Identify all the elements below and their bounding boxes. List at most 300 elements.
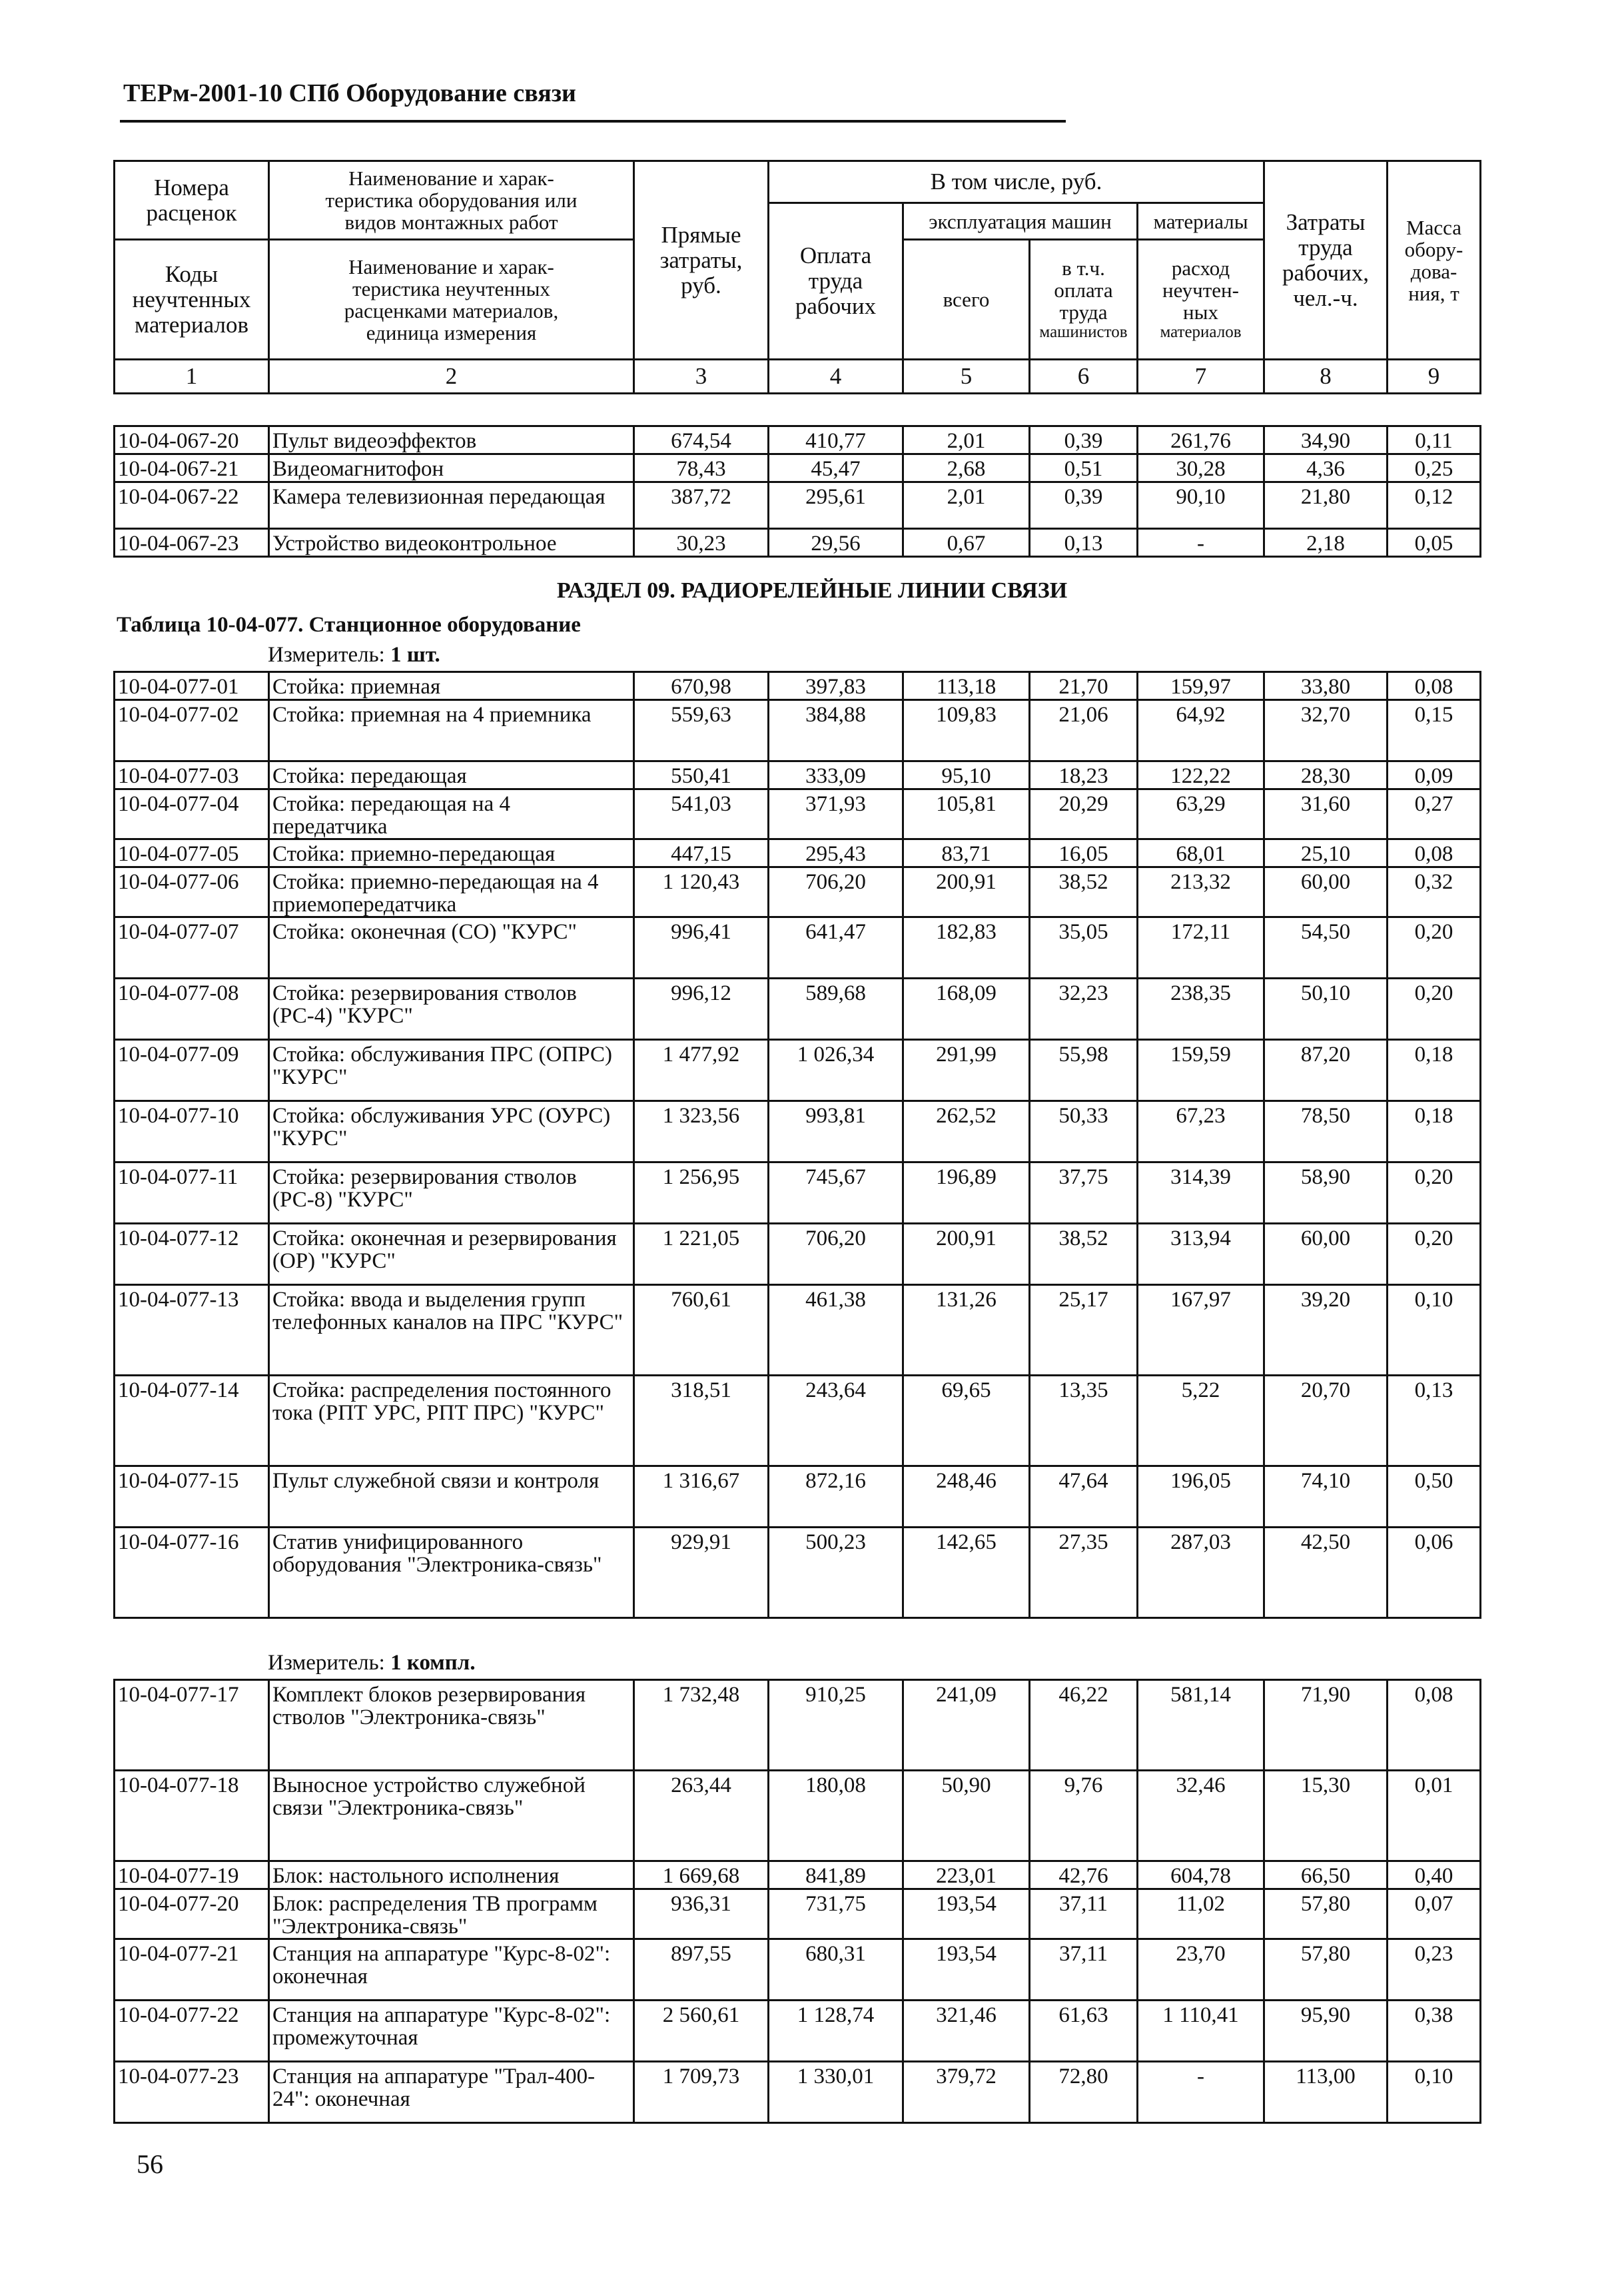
cell-materials-cost: 63,29 bbox=[1138, 789, 1264, 839]
cell-work-name: Станция на аппаратуре "Курс-8-02": оконечная bbox=[269, 1939, 634, 2001]
cell-labor-hours: 87,20 bbox=[1264, 1040, 1388, 1101]
cell-work-name: Стойка: ввода и выделения групп телефонных каналов на ПРС "КУРС" bbox=[269, 1285, 634, 1376]
cell-work-name: Выносное устройство служебной связи "Электроника-связь" bbox=[269, 1771, 634, 1861]
cell-machinist-wages: 42,76 bbox=[1030, 1861, 1138, 1889]
cell-machine-total: 105,81 bbox=[903, 789, 1030, 839]
cell-work-name: Стойка: передающая на 4 передатчика bbox=[269, 789, 634, 839]
cell-machine-total: 200,91 bbox=[903, 1224, 1030, 1285]
cell-rate-code: 10-04-077-15 bbox=[115, 1466, 269, 1528]
cell-wages: 295,61 bbox=[769, 482, 903, 529]
page-number: 56 bbox=[137, 2149, 163, 2179]
cell-labor-hours: 60,00 bbox=[1264, 1224, 1388, 1285]
cell-rate-code: 10-04-067-21 bbox=[115, 454, 269, 482]
table-title: Таблица 10-04-077. Станционное оборудование bbox=[117, 613, 581, 637]
cell-work-name: Блок: распределения ТВ программ "Электроника-связь" bbox=[269, 1889, 634, 1939]
cell-machinist-wages: 0,39 bbox=[1030, 482, 1138, 529]
cell-machinist-wages: 72,80 bbox=[1030, 2062, 1138, 2123]
table-row bbox=[115, 979, 1481, 1040]
cell-direct-costs: 1 709,73 bbox=[634, 2062, 769, 2123]
cell-labor-hours: 32,70 bbox=[1264, 700, 1388, 761]
column-header-table bbox=[113, 160, 1481, 394]
cell-rate-code: 10-04-077-02 bbox=[115, 700, 269, 761]
cell-direct-costs: 263,44 bbox=[634, 1771, 769, 1861]
cell-materials-cost: 313,94 bbox=[1138, 1224, 1264, 1285]
cell-rate-code: 10-04-077-09 bbox=[115, 1040, 269, 1101]
cell-labor-hours: 28,30 bbox=[1264, 761, 1388, 789]
header-direct-costs: Прямые затраты, руб. bbox=[634, 161, 769, 360]
header-number-4: 4 bbox=[769, 360, 903, 394]
cell-direct-costs: 674,54 bbox=[634, 426, 769, 454]
cell-materials-cost: 5,22 bbox=[1138, 1376, 1264, 1466]
header-number-3: 3 bbox=[634, 360, 769, 394]
table-row bbox=[115, 1861, 1481, 1889]
table-row bbox=[115, 1285, 1481, 1376]
cell-direct-costs: 996,12 bbox=[634, 979, 769, 1040]
measure-unit-sets: Измеритель: 1 компл. bbox=[268, 1651, 476, 1675]
header-number-5: 5 bbox=[903, 360, 1030, 394]
cell-labor-hours: 2,18 bbox=[1264, 529, 1388, 557]
cell-equipment-mass: 0,11 bbox=[1388, 426, 1481, 454]
cell-materials-cost: 68,01 bbox=[1138, 839, 1264, 867]
cell-work-name: Станция на аппаратуре "Трал-400-24": оконечная bbox=[269, 2062, 634, 2123]
cell-labor-hours: 58,90 bbox=[1264, 1162, 1388, 1224]
cell-materials-cost: 196,05 bbox=[1138, 1466, 1264, 1528]
measure-unit-pieces: Измеритель: 1 шт. bbox=[268, 643, 440, 667]
cell-rate-code: 10-04-077-08 bbox=[115, 979, 269, 1040]
header-number-1: 1 bbox=[115, 360, 269, 394]
cell-machinist-wages: 50,33 bbox=[1030, 1101, 1138, 1162]
cell-direct-costs: 1 256,95 bbox=[634, 1162, 769, 1224]
rates-table-067 bbox=[113, 425, 1481, 558]
cell-labor-hours: 34,90 bbox=[1264, 426, 1388, 454]
cell-machinist-wages: 35,05 bbox=[1030, 917, 1138, 979]
cell-rate-code: 10-04-077-22 bbox=[115, 2001, 269, 2062]
cell-work-name: Стойка: передающая bbox=[269, 761, 634, 789]
table-row bbox=[115, 672, 1481, 700]
cell-rate-code: 10-04-077-13 bbox=[115, 1285, 269, 1376]
cell-equipment-mass: 0,13 bbox=[1388, 1376, 1481, 1466]
header-group-rub: В том числе, руб. bbox=[769, 161, 1264, 203]
cell-labor-hours: 21,80 bbox=[1264, 482, 1388, 529]
table-row bbox=[115, 482, 1481, 529]
header-materials: материалы bbox=[1138, 203, 1264, 240]
cell-machine-total: 69,65 bbox=[903, 1376, 1030, 1466]
cell-machine-total: 200,91 bbox=[903, 867, 1030, 917]
cell-machine-total: 223,01 bbox=[903, 1861, 1030, 1889]
cell-machine-total: 113,18 bbox=[903, 672, 1030, 700]
table-row bbox=[115, 867, 1481, 917]
cell-rate-code: 10-04-077-19 bbox=[115, 1861, 269, 1889]
cell-machinist-wages: 18,23 bbox=[1030, 761, 1138, 789]
cell-machinist-wages: 16,05 bbox=[1030, 839, 1138, 867]
cell-labor-hours: 95,90 bbox=[1264, 2001, 1388, 2062]
cell-labor-hours: 57,80 bbox=[1264, 1939, 1388, 2001]
header-number-2: 2 bbox=[269, 360, 634, 394]
cell-work-name: Стойка: оконечная и резервирования (ОР) "КУРС" bbox=[269, 1224, 634, 1285]
cell-work-name: Стойка: резервирования стволов (РС-8) "КУРС" bbox=[269, 1162, 634, 1224]
cell-machine-total: 379,72 bbox=[903, 2062, 1030, 2123]
cell-wages: 410,77 bbox=[769, 426, 903, 454]
cell-machine-total: 0,67 bbox=[903, 529, 1030, 557]
cell-materials-cost: 67,23 bbox=[1138, 1101, 1264, 1162]
cell-direct-costs: 929,91 bbox=[634, 1528, 769, 1618]
table-row bbox=[115, 454, 1481, 482]
cell-machine-total: 95,10 bbox=[903, 761, 1030, 789]
cell-rate-code: 10-04-077-18 bbox=[115, 1771, 269, 1861]
cell-machine-total: 241,09 bbox=[903, 1680, 1030, 1771]
cell-wages: 731,75 bbox=[769, 1889, 903, 1939]
table-row bbox=[115, 789, 1481, 839]
cell-materials-cost: 32,46 bbox=[1138, 1771, 1264, 1861]
cell-equipment-mass: 0,08 bbox=[1388, 1680, 1481, 1771]
cell-work-name: Статив унифицированного оборудования "Электроника-связь" bbox=[269, 1528, 634, 1618]
cell-equipment-mass: 0,20 bbox=[1388, 917, 1481, 979]
cell-direct-costs: 559,63 bbox=[634, 700, 769, 761]
header-machine-total: всего bbox=[903, 240, 1030, 360]
cell-materials-cost: 90,10 bbox=[1138, 482, 1264, 529]
header-labor-costs: Затраты труда рабочих, чел.-ч. bbox=[1264, 161, 1388, 360]
cell-work-name: Видеомагнитофон bbox=[269, 454, 634, 482]
cell-machinist-wages: 61,63 bbox=[1030, 2001, 1138, 2062]
cell-wages: 910,25 bbox=[769, 1680, 903, 1771]
cell-wages: 371,93 bbox=[769, 789, 903, 839]
cell-machine-total: 131,26 bbox=[903, 1285, 1030, 1376]
cell-machinist-wages: 13,35 bbox=[1030, 1376, 1138, 1466]
cell-equipment-mass: 0,25 bbox=[1388, 454, 1481, 482]
cell-materials-cost: 167,97 bbox=[1138, 1285, 1264, 1376]
cell-machinist-wages: 9,76 bbox=[1030, 1771, 1138, 1861]
cell-equipment-mass: 0,08 bbox=[1388, 672, 1481, 700]
cell-wages: 397,83 bbox=[769, 672, 903, 700]
cell-materials-cost: 23,70 bbox=[1138, 1939, 1264, 2001]
header-rule bbox=[120, 120, 1066, 123]
cell-materials-cost: 64,92 bbox=[1138, 700, 1264, 761]
cell-work-name: Стойка: резервирования стволов (РС-4) "КУРС" bbox=[269, 979, 634, 1040]
cell-machinist-wages: 32,23 bbox=[1030, 979, 1138, 1040]
cell-work-name: Станция на аппаратуре "Курс-8-02": промежуточная bbox=[269, 2001, 634, 2062]
cell-machine-total: 50,90 bbox=[903, 1771, 1030, 1861]
header-rate-numbers: Номера расценок bbox=[115, 161, 269, 240]
cell-equipment-mass: 0,08 bbox=[1388, 839, 1481, 867]
cell-direct-costs: 996,41 bbox=[634, 917, 769, 979]
cell-wages: 180,08 bbox=[769, 1771, 903, 1861]
table-row bbox=[115, 700, 1481, 761]
cell-rate-code: 10-04-077-17 bbox=[115, 1680, 269, 1771]
cell-machine-total: 2,01 bbox=[903, 482, 1030, 529]
cell-rate-code: 10-04-077-04 bbox=[115, 789, 269, 839]
table-row bbox=[115, 839, 1481, 867]
table-row bbox=[115, 1528, 1481, 1618]
cell-labor-hours: 78,50 bbox=[1264, 1101, 1388, 1162]
table-row bbox=[115, 529, 1481, 557]
header-rate-codes: Коды неучтенных материалов bbox=[115, 240, 269, 360]
cell-rate-code: 10-04-077-14 bbox=[115, 1376, 269, 1466]
cell-work-name: Стойка: приемно-передающая bbox=[269, 839, 634, 867]
cell-machine-total: 83,71 bbox=[903, 839, 1030, 867]
cell-wages: 500,23 bbox=[769, 1528, 903, 1618]
cell-machine-total: 193,54 bbox=[903, 1889, 1030, 1939]
table-row bbox=[115, 1224, 1481, 1285]
cell-work-name: Стойка: приемная bbox=[269, 672, 634, 700]
cell-wages: 384,88 bbox=[769, 700, 903, 761]
cell-labor-hours: 33,80 bbox=[1264, 672, 1388, 700]
cell-materials-cost: 604,78 bbox=[1138, 1861, 1264, 1889]
cell-materials-cost: - bbox=[1138, 529, 1264, 557]
cell-direct-costs: 318,51 bbox=[634, 1376, 769, 1466]
cell-equipment-mass: 0,10 bbox=[1388, 2062, 1481, 2123]
cell-equipment-mass: 0,12 bbox=[1388, 482, 1481, 529]
cell-machine-total: 193,54 bbox=[903, 1939, 1030, 2001]
cell-materials-cost: 11,02 bbox=[1138, 1889, 1264, 1939]
cell-labor-hours: 54,50 bbox=[1264, 917, 1388, 979]
cell-direct-costs: 1 732,48 bbox=[634, 1680, 769, 1771]
cell-equipment-mass: 0,20 bbox=[1388, 1224, 1481, 1285]
cell-equipment-mass: 0,01 bbox=[1388, 1771, 1481, 1861]
cell-labor-hours: 20,70 bbox=[1264, 1376, 1388, 1466]
cell-equipment-mass: 0,09 bbox=[1388, 761, 1481, 789]
cell-wages: 29,56 bbox=[769, 529, 903, 557]
cell-machinist-wages: 37,11 bbox=[1030, 1939, 1138, 2001]
cell-machine-total: 2,68 bbox=[903, 454, 1030, 482]
cell-materials-cost: 1 110,41 bbox=[1138, 2001, 1264, 2062]
cell-wages: 706,20 bbox=[769, 867, 903, 917]
cell-direct-costs: 897,55 bbox=[634, 1939, 769, 2001]
cell-equipment-mass: 0,18 bbox=[1388, 1101, 1481, 1162]
cell-rate-code: 10-04-067-23 bbox=[115, 529, 269, 557]
table-row bbox=[115, 1162, 1481, 1224]
cell-wages: 1 330,01 bbox=[769, 2062, 903, 2123]
cell-work-name: Пульт видеоэффектов bbox=[269, 426, 634, 454]
cell-work-name: Комплект блоков резервирования стволов "Электроника-связь" bbox=[269, 1680, 634, 1771]
cell-equipment-mass: 0,18 bbox=[1388, 1040, 1481, 1101]
rates-table-077-sets bbox=[113, 1679, 1481, 2124]
cell-equipment-mass: 0,27 bbox=[1388, 789, 1481, 839]
cell-machine-total: 168,09 bbox=[903, 979, 1030, 1040]
cell-rate-code: 10-04-077-01 bbox=[115, 672, 269, 700]
cell-equipment-mass: 0,20 bbox=[1388, 979, 1481, 1040]
header-wages: Оплата труда рабочих bbox=[769, 203, 903, 360]
cell-labor-hours: 15,30 bbox=[1264, 1771, 1388, 1861]
cell-equipment-mass: 0,38 bbox=[1388, 2001, 1481, 2062]
table-row bbox=[115, 1466, 1481, 1528]
cell-direct-costs: 387,72 bbox=[634, 482, 769, 529]
cell-work-name: Стойка: приемно-передающая на 4 приемопередатчика bbox=[269, 867, 634, 917]
cell-machinist-wages: 0,39 bbox=[1030, 426, 1138, 454]
cell-machinist-wages: 25,17 bbox=[1030, 1285, 1138, 1376]
cell-rate-code: 10-04-077-16 bbox=[115, 1528, 269, 1618]
cell-work-name: Стойка: обслуживания УРС (ОУРС) "КУРС" bbox=[269, 1101, 634, 1162]
cell-wages: 1 128,74 bbox=[769, 2001, 903, 2062]
cell-labor-hours: 25,10 bbox=[1264, 839, 1388, 867]
cell-rate-code: 10-04-077-07 bbox=[115, 917, 269, 979]
cell-machine-total: 142,65 bbox=[903, 1528, 1030, 1618]
section-title: РАЗДЕЛ 09. РАДИОРЕЛЕЙНЫЕ ЛИНИИ СВЯЗИ bbox=[556, 578, 1068, 603]
cell-labor-hours: 57,80 bbox=[1264, 1889, 1388, 1939]
cell-materials-cost: 159,59 bbox=[1138, 1040, 1264, 1101]
cell-direct-costs: 1 221,05 bbox=[634, 1224, 769, 1285]
cell-equipment-mass: 0,20 bbox=[1388, 1162, 1481, 1224]
cell-machinist-wages: 21,70 bbox=[1030, 672, 1138, 700]
table-row bbox=[115, 1889, 1481, 1939]
page-header: ТЕРм-2001-10 СПб Оборудование связи bbox=[123, 79, 576, 107]
cell-labor-hours: 39,20 bbox=[1264, 1285, 1388, 1376]
cell-machinist-wages: 27,35 bbox=[1030, 1528, 1138, 1618]
table-row bbox=[115, 1040, 1481, 1101]
cell-rate-code: 10-04-077-05 bbox=[115, 839, 269, 867]
table-row bbox=[115, 426, 1481, 454]
cell-work-name: Стойка: распределения постоянного тока (РПТ УРС, РПТ ПРС) "КУРС" bbox=[269, 1376, 634, 1466]
cell-rate-code: 10-04-077-20 bbox=[115, 1889, 269, 1939]
cell-machinist-wages: 0,13 bbox=[1030, 529, 1138, 557]
cell-direct-costs: 1 669,68 bbox=[634, 1861, 769, 1889]
table-row bbox=[115, 1939, 1481, 2001]
cell-materials-cost: 314,39 bbox=[1138, 1162, 1264, 1224]
header-materials-name: Наименование и харак- теристика неучтенных расценками материалов, единица измерения bbox=[269, 240, 634, 360]
cell-wages: 243,64 bbox=[769, 1376, 903, 1466]
table-row bbox=[115, 761, 1481, 789]
cell-wages: 295,43 bbox=[769, 839, 903, 867]
cell-machine-total: 2,01 bbox=[903, 426, 1030, 454]
cell-labor-hours: 66,50 bbox=[1264, 1861, 1388, 1889]
cell-work-name: Пульт служебной связи и контроля bbox=[269, 1466, 634, 1528]
cell-machinist-wages: 20,29 bbox=[1030, 789, 1138, 839]
cell-rate-code: 10-04-077-11 bbox=[115, 1162, 269, 1224]
cell-machinist-wages: 55,98 bbox=[1030, 1040, 1138, 1101]
cell-rate-code: 10-04-067-20 bbox=[115, 426, 269, 454]
cell-rate-code: 10-04-077-06 bbox=[115, 867, 269, 917]
cell-machinist-wages: 47,64 bbox=[1030, 1466, 1138, 1528]
header-number-7: 7 bbox=[1138, 360, 1264, 394]
cell-machinist-wages: 37,11 bbox=[1030, 1889, 1138, 1939]
table-row bbox=[115, 1771, 1481, 1861]
cell-equipment-mass: 0,40 bbox=[1388, 1861, 1481, 1889]
cell-machine-total: 291,99 bbox=[903, 1040, 1030, 1101]
cell-materials-cost: 213,32 bbox=[1138, 867, 1264, 917]
cell-machine-total: 248,46 bbox=[903, 1466, 1030, 1528]
table-row bbox=[115, 917, 1481, 979]
cell-machinist-wages: 38,52 bbox=[1030, 1224, 1138, 1285]
rates-table-077-pieces bbox=[113, 671, 1481, 1619]
header-mass: Масса обору- дова- ния, т bbox=[1388, 161, 1481, 360]
cell-materials-cost: - bbox=[1138, 2062, 1264, 2123]
cell-work-name: Стойка: обслуживания ПРС (ОПРС) "КУРС" bbox=[269, 1040, 634, 1101]
cell-wages: 589,68 bbox=[769, 979, 903, 1040]
cell-machinist-wages: 37,75 bbox=[1030, 1162, 1138, 1224]
cell-wages: 993,81 bbox=[769, 1101, 903, 1162]
cell-machine-total: 182,83 bbox=[903, 917, 1030, 979]
cell-rate-code: 10-04-077-23 bbox=[115, 2062, 269, 2123]
cell-wages: 841,89 bbox=[769, 1861, 903, 1889]
cell-rate-code: 10-04-077-10 bbox=[115, 1101, 269, 1162]
cell-machine-total: 262,52 bbox=[903, 1101, 1030, 1162]
cell-equipment-mass: 0,06 bbox=[1388, 1528, 1481, 1618]
cell-equipment-mass: 0,10 bbox=[1388, 1285, 1481, 1376]
cell-wages: 1 026,34 bbox=[769, 1040, 903, 1101]
cell-materials-cost: 238,35 bbox=[1138, 979, 1264, 1040]
cell-materials-cost: 172,11 bbox=[1138, 917, 1264, 979]
cell-direct-costs: 1 120,43 bbox=[634, 867, 769, 917]
cell-rate-code: 10-04-077-12 bbox=[115, 1224, 269, 1285]
table-row bbox=[115, 1680, 1481, 1771]
cell-materials-cost: 30,28 bbox=[1138, 454, 1264, 482]
header-work-name: Наименование и харак- теристика оборудования или видов монтажных работ bbox=[269, 161, 634, 240]
cell-work-name: Блок: настольного исполнения bbox=[269, 1861, 634, 1889]
table-row bbox=[115, 1101, 1481, 1162]
cell-direct-costs: 447,15 bbox=[634, 839, 769, 867]
cell-labor-hours: 50,10 bbox=[1264, 979, 1388, 1040]
cell-wages: 680,31 bbox=[769, 1939, 903, 2001]
cell-rate-code: 10-04-067-22 bbox=[115, 482, 269, 529]
cell-work-name: Устройство видеоконтрольное bbox=[269, 529, 634, 557]
cell-direct-costs: 760,61 bbox=[634, 1285, 769, 1376]
header-machine-operation: эксплуатация машин bbox=[903, 203, 1138, 240]
header-number-9: 9 bbox=[1388, 360, 1481, 394]
cell-labor-hours: 113,00 bbox=[1264, 2062, 1388, 2123]
cell-materials-cost: 261,76 bbox=[1138, 426, 1264, 454]
cell-wages: 745,67 bbox=[769, 1162, 903, 1224]
cell-equipment-mass: 0,32 bbox=[1388, 867, 1481, 917]
cell-materials-cost: 287,03 bbox=[1138, 1528, 1264, 1618]
cell-machine-total: 321,46 bbox=[903, 2001, 1030, 2062]
cell-work-name: Стойка: оконечная (СО) "КУРС" bbox=[269, 917, 634, 979]
cell-wages: 45,47 bbox=[769, 454, 903, 482]
cell-equipment-mass: 0,05 bbox=[1388, 529, 1481, 557]
cell-direct-costs: 2 560,61 bbox=[634, 2001, 769, 2062]
cell-wages: 706,20 bbox=[769, 1224, 903, 1285]
cell-wages: 461,38 bbox=[769, 1285, 903, 1376]
header-number-8: 8 bbox=[1264, 360, 1388, 394]
cell-direct-costs: 936,31 bbox=[634, 1889, 769, 1939]
cell-direct-costs: 1 316,67 bbox=[634, 1466, 769, 1528]
cell-labor-hours: 71,90 bbox=[1264, 1680, 1388, 1771]
cell-equipment-mass: 0,23 bbox=[1388, 1939, 1481, 2001]
cell-labor-hours: 31,60 bbox=[1264, 789, 1388, 839]
cell-wages: 641,47 bbox=[769, 917, 903, 979]
cell-machine-total: 109,83 bbox=[903, 700, 1030, 761]
cell-equipment-mass: 0,50 bbox=[1388, 1466, 1481, 1528]
cell-direct-costs: 550,41 bbox=[634, 761, 769, 789]
cell-materials-cost: 159,97 bbox=[1138, 672, 1264, 700]
cell-rate-code: 10-04-077-21 bbox=[115, 1939, 269, 2001]
cell-direct-costs: 30,23 bbox=[634, 529, 769, 557]
cell-labor-hours: 42,50 bbox=[1264, 1528, 1388, 1618]
cell-labor-hours: 4,36 bbox=[1264, 454, 1388, 482]
cell-materials-cost: 122,22 bbox=[1138, 761, 1264, 789]
cell-machinist-wages: 21,06 bbox=[1030, 700, 1138, 761]
table-row bbox=[115, 2001, 1481, 2062]
cell-direct-costs: 1 477,92 bbox=[634, 1040, 769, 1101]
header-unaccounted-materials: расход неучтен- ных материалов bbox=[1138, 240, 1264, 360]
cell-direct-costs: 670,98 bbox=[634, 672, 769, 700]
cell-machinist-wages: 0,51 bbox=[1030, 454, 1138, 482]
cell-labor-hours: 74,10 bbox=[1264, 1466, 1388, 1528]
cell-direct-costs: 541,03 bbox=[634, 789, 769, 839]
cell-wages: 872,16 bbox=[769, 1466, 903, 1528]
cell-direct-costs: 78,43 bbox=[634, 454, 769, 482]
cell-direct-costs: 1 323,56 bbox=[634, 1101, 769, 1162]
cell-wages: 333,09 bbox=[769, 761, 903, 789]
cell-materials-cost: 581,14 bbox=[1138, 1680, 1264, 1771]
cell-rate-code: 10-04-077-03 bbox=[115, 761, 269, 789]
cell-equipment-mass: 0,15 bbox=[1388, 700, 1481, 761]
cell-machinist-wages: 38,52 bbox=[1030, 867, 1138, 917]
table-row bbox=[115, 2062, 1481, 2123]
header-number-6: 6 bbox=[1030, 360, 1138, 394]
header-machinist-wages: в т.ч. оплата труда машинистов bbox=[1030, 240, 1138, 360]
cell-machinist-wages: 46,22 bbox=[1030, 1680, 1138, 1771]
table-row bbox=[115, 1376, 1481, 1466]
cell-labor-hours: 60,00 bbox=[1264, 867, 1388, 917]
